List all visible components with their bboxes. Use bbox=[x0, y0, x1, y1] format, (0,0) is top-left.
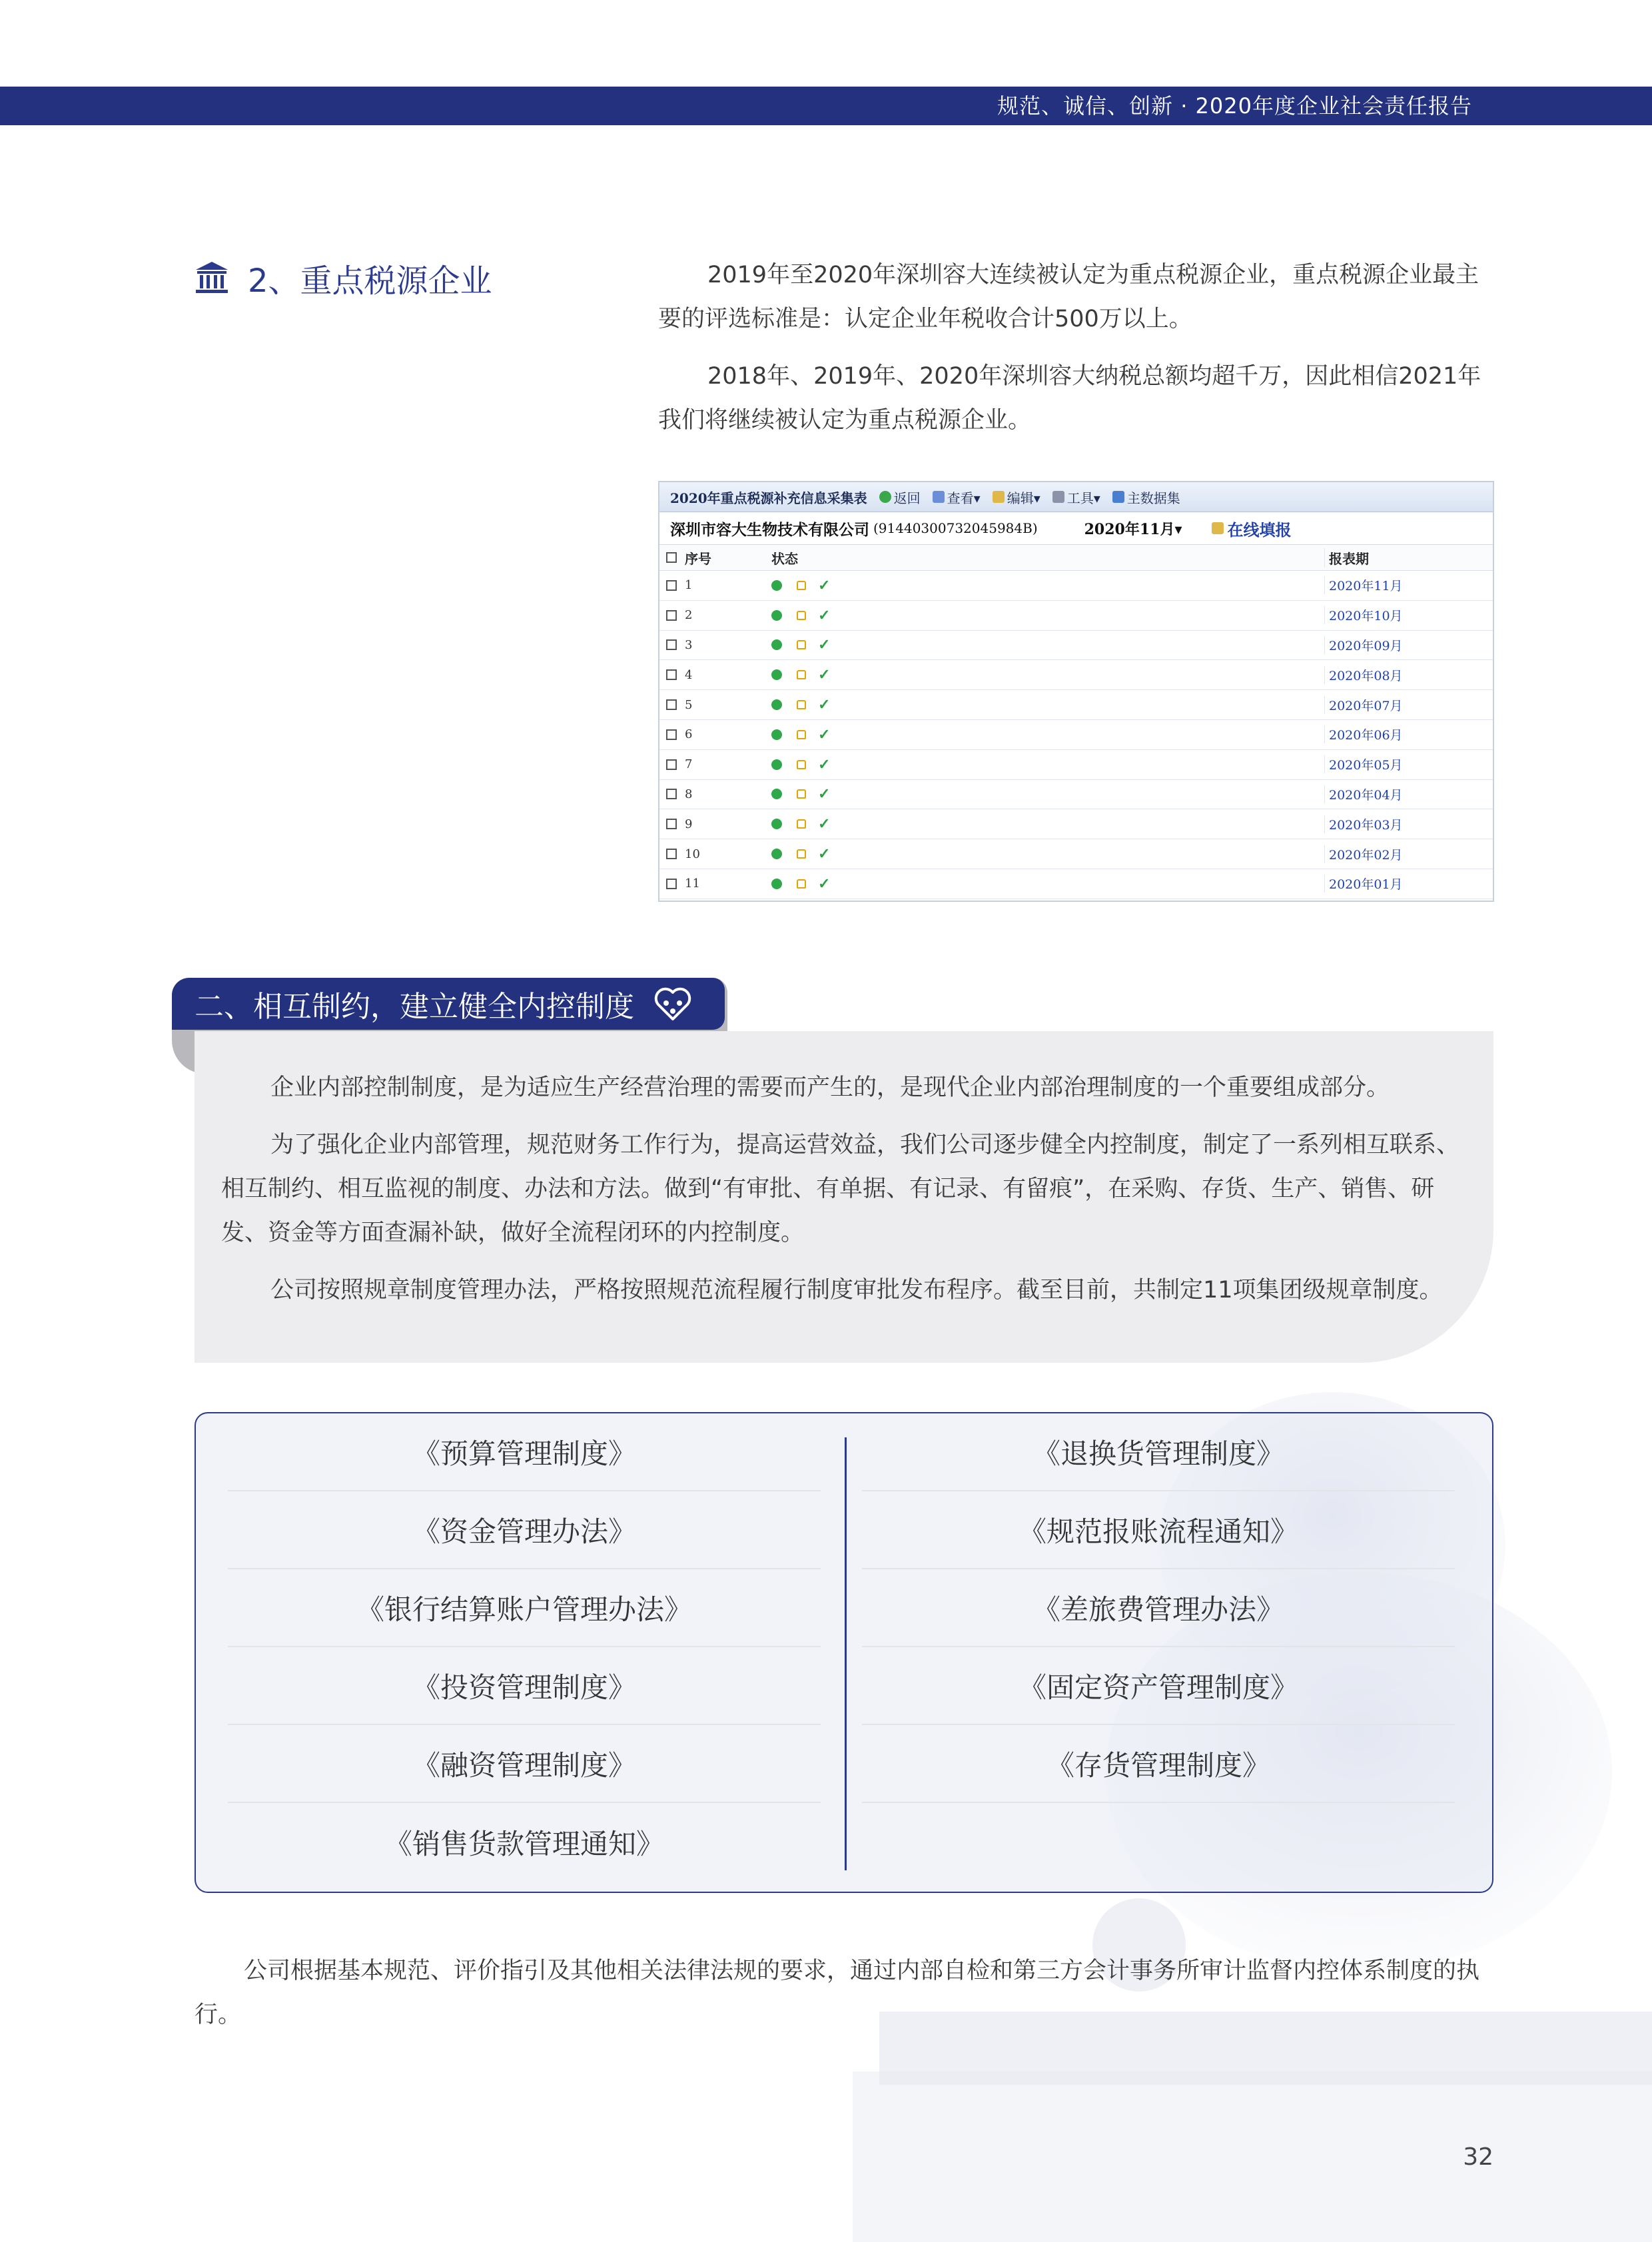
row-number: 3 bbox=[685, 637, 693, 652]
check-icon: ✓ bbox=[818, 696, 831, 714]
company-name: 深圳市容大生物技术有限公司 bbox=[670, 520, 869, 539]
row-checkbox[interactable] bbox=[666, 729, 677, 740]
company-bar bbox=[659, 512, 1493, 545]
rule-item: 《退换货管理制度》 bbox=[862, 1413, 1455, 1491]
toolbar-title: 2020年重点税源补充信息采集表 bbox=[670, 490, 867, 506]
status-ok-icon bbox=[771, 639, 782, 650]
closing-paragraph: 公司根据基本规范、评价指引及其他相关法律法规的要求，通过内部自检和第三方会计事务所审计监督内控体系制度的执行。 bbox=[195, 1958, 1480, 2028]
lock-icon bbox=[797, 760, 806, 769]
row-status bbox=[771, 785, 1324, 803]
rule-item: 《销售货款管理通知》 bbox=[384, 1827, 664, 1860]
status-ok-icon bbox=[771, 729, 782, 740]
status-ok-icon bbox=[771, 819, 782, 829]
row-checkbox[interactable] bbox=[666, 699, 677, 710]
row-period-link[interactable]: 2020年10月 bbox=[1324, 606, 1489, 624]
row-status bbox=[771, 696, 1324, 713]
lock-icon bbox=[797, 581, 806, 590]
table-row[interactable] bbox=[659, 690, 1493, 720]
column-divider bbox=[845, 1437, 847, 1870]
status-ok-icon bbox=[771, 699, 782, 710]
lock-icon bbox=[797, 789, 806, 799]
view-icon bbox=[933, 491, 945, 503]
back-button[interactable]: 返回 bbox=[879, 488, 921, 507]
section-title-text: 2、重点税源企业 bbox=[248, 262, 492, 300]
row-number: 4 bbox=[685, 667, 693, 682]
lock-icon bbox=[797, 819, 806, 829]
row-number: 11 bbox=[685, 877, 700, 891]
paragraph: 企业内部控制制度，是为适应生产经营治理的需要而产生的，是现代企业内部治理制度的一个重要组成部分。 bbox=[270, 1074, 1390, 1101]
rule-item: 《存货管理制度》 bbox=[862, 1725, 1455, 1803]
row-status bbox=[771, 845, 1324, 863]
paragraph: 2019年至2020年深圳容大连续被认定为重点税源企业，重点税源企业最主要的评选标准是：认定企业年税收合计500万以上。 bbox=[658, 262, 1479, 332]
tax-system-screenshot bbox=[658, 481, 1494, 902]
pencil-icon bbox=[993, 491, 1005, 503]
status-ok-icon bbox=[771, 580, 782, 591]
check-icon: ✓ bbox=[818, 576, 831, 594]
check-icon: ✓ bbox=[818, 845, 831, 863]
row-checkbox[interactable] bbox=[666, 759, 677, 770]
table-row[interactable] bbox=[659, 571, 1493, 601]
tools-button[interactable]: 工具▾ bbox=[1052, 488, 1100, 507]
row-period-link[interactable]: 2020年11月 bbox=[1324, 576, 1489, 594]
lock-icon bbox=[797, 611, 806, 620]
row-checkbox[interactable] bbox=[666, 789, 677, 799]
table-row[interactable] bbox=[659, 631, 1493, 661]
select-all-checkbox[interactable] bbox=[666, 552, 677, 563]
row-status bbox=[771, 756, 1324, 773]
row-number: 10 bbox=[685, 847, 700, 861]
company-code: (91440300732045984B) bbox=[873, 520, 1038, 536]
table-row[interactable] bbox=[659, 780, 1493, 810]
row-checkbox[interactable] bbox=[666, 580, 677, 591]
row-checkbox[interactable] bbox=[666, 819, 677, 829]
row-period-link[interactable]: 2020年09月 bbox=[1324, 636, 1489, 654]
check-icon: ✓ bbox=[818, 875, 831, 893]
view-button[interactable]: 查看▾ bbox=[933, 488, 981, 507]
check-icon: ✓ bbox=[818, 606, 831, 624]
rule-item: 《规范报账流程通知》 bbox=[862, 1491, 1455, 1569]
status-ok-icon bbox=[771, 789, 782, 799]
table-row[interactable] bbox=[659, 839, 1493, 869]
row-status bbox=[771, 607, 1324, 624]
section-body bbox=[658, 253, 1494, 456]
row-status bbox=[771, 636, 1324, 653]
page-number: 32 bbox=[1463, 2143, 1493, 2171]
status-ok-icon bbox=[771, 879, 782, 889]
rule-item: 《差旅费管理办法》 bbox=[862, 1569, 1455, 1647]
check-icon: ✓ bbox=[818, 755, 831, 773]
master-data-button[interactable]: 主数据集 bbox=[1112, 488, 1180, 507]
screenshot-toolbar bbox=[659, 482, 1493, 512]
row-status bbox=[771, 666, 1324, 683]
rules-right-column bbox=[862, 1413, 1455, 1803]
lock-icon bbox=[797, 640, 806, 649]
lock-icon bbox=[797, 879, 806, 889]
table-row[interactable] bbox=[659, 750, 1493, 780]
table-row[interactable] bbox=[659, 720, 1493, 750]
lock-icon bbox=[797, 670, 806, 679]
check-icon: ✓ bbox=[818, 725, 831, 743]
rule-item: 《固定资产管理制度》 bbox=[862, 1647, 1455, 1725]
rule-item: 《融资管理制度》 bbox=[228, 1725, 821, 1803]
data-icon bbox=[1112, 491, 1124, 503]
status-ok-icon bbox=[771, 849, 782, 859]
row-period-link[interactable]: 2020年01月 bbox=[1324, 875, 1489, 893]
header-period: 报表期 bbox=[1324, 548, 1489, 567]
row-period-link[interactable]: 2020年02月 bbox=[1324, 845, 1489, 863]
table-row[interactable] bbox=[659, 660, 1493, 690]
check-icon: ✓ bbox=[818, 785, 831, 803]
section-banner bbox=[172, 978, 725, 1030]
row-period-link[interactable]: 2020年06月 bbox=[1324, 725, 1489, 743]
table-row[interactable] bbox=[659, 869, 1493, 899]
row-status bbox=[771, 577, 1324, 594]
check-icon: ✓ bbox=[818, 815, 831, 833]
lock-icon bbox=[797, 700, 806, 709]
header-status: 状态 bbox=[771, 550, 798, 567]
rules-table bbox=[195, 1412, 1493, 1893]
row-status bbox=[771, 726, 1324, 743]
header-band bbox=[0, 87, 1652, 125]
check-icon: ✓ bbox=[818, 636, 831, 654]
table-row[interactable] bbox=[659, 809, 1493, 839]
table-body bbox=[659, 571, 1493, 899]
status-ok-icon bbox=[771, 610, 782, 621]
row-number: 9 bbox=[685, 817, 693, 831]
row-checkbox[interactable] bbox=[666, 669, 677, 680]
row-number: 5 bbox=[685, 697, 693, 712]
row-period-link[interactable]: 2020年05月 bbox=[1324, 755, 1489, 773]
row-period-link[interactable]: 2020年07月 bbox=[1324, 696, 1489, 714]
row-checkbox[interactable] bbox=[666, 639, 677, 650]
row-status bbox=[771, 815, 1324, 833]
row-number: 7 bbox=[685, 757, 693, 772]
row-checkbox[interactable] bbox=[666, 879, 677, 889]
row-status bbox=[771, 875, 1324, 893]
edit-button[interactable]: 编辑▾ bbox=[993, 488, 1040, 507]
row-period-link[interactable]: 2020年03月 bbox=[1324, 815, 1489, 833]
pencil-icon bbox=[1212, 522, 1224, 534]
check-icon: ✓ bbox=[818, 666, 831, 684]
row-number: 2 bbox=[685, 608, 693, 623]
row-checkbox[interactable] bbox=[666, 849, 677, 859]
banner-title: 二、相互制约，建立健全内控制度 bbox=[195, 990, 634, 1024]
lock-icon bbox=[797, 730, 806, 739]
row-number: 6 bbox=[685, 727, 693, 742]
table-row[interactable] bbox=[659, 601, 1493, 631]
back-icon bbox=[879, 491, 891, 503]
paragraph: 2018年、2019年、2020年深圳容大纳税总额均超千万，因此相信2021年我们将继续被认定为重点税源企业。 bbox=[658, 363, 1481, 434]
bank-icon bbox=[193, 259, 230, 296]
row-period-link[interactable]: 2020年08月 bbox=[1324, 666, 1489, 684]
status-ok-icon bbox=[771, 669, 782, 680]
tools-icon bbox=[1052, 491, 1064, 503]
row-checkbox[interactable] bbox=[666, 610, 677, 621]
report-header-title: 规范、诚信、创新 · 2020年度企业社会责任报告 bbox=[997, 93, 1472, 119]
header-no: 序号 bbox=[685, 550, 711, 567]
paragraph: 公司按照规章制度管理办法，严格按照规范流程履行制度审批发布程序。截至目前，共制定11项集团级规章制度。 bbox=[270, 1277, 1443, 1304]
row-number: 8 bbox=[685, 787, 693, 801]
row-period-link[interactable]: 2020年04月 bbox=[1324, 785, 1489, 803]
lock-icon bbox=[797, 849, 806, 859]
heart-network-icon bbox=[653, 986, 693, 1022]
month-select[interactable]: 2020年11月▾ bbox=[1084, 520, 1182, 538]
status-ok-icon bbox=[771, 759, 782, 770]
rule-item: 《银行结算账户管理办法》 bbox=[228, 1569, 821, 1647]
rule-item: 《资金管理办法》 bbox=[228, 1491, 821, 1569]
rule-item: 《投资管理制度》 bbox=[228, 1647, 821, 1725]
fill-online-link[interactable]: 在线填报 bbox=[1212, 517, 1292, 540]
table-header bbox=[659, 545, 1493, 571]
row-number: 1 bbox=[685, 578, 693, 593]
rule-item: 《预算管理制度》 bbox=[228, 1413, 821, 1491]
paragraph: 为了强化企业内部管理，规范财务工作行为，提高运营效益，我们公司逐步健全内控制度，制定了一系列相互联系、相互制约、相互监视的制度、办法和方法。做到“有审批、有单据、有记录、有留痕”，在采购、存货、生产、销售、研发、资金等方面查漏补缺，做好全流程闭环的内控制度。 bbox=[221, 1132, 1460, 1246]
section-title bbox=[193, 254, 492, 301]
section-body bbox=[221, 1066, 1473, 1325]
rules-left-column bbox=[228, 1413, 821, 1881]
